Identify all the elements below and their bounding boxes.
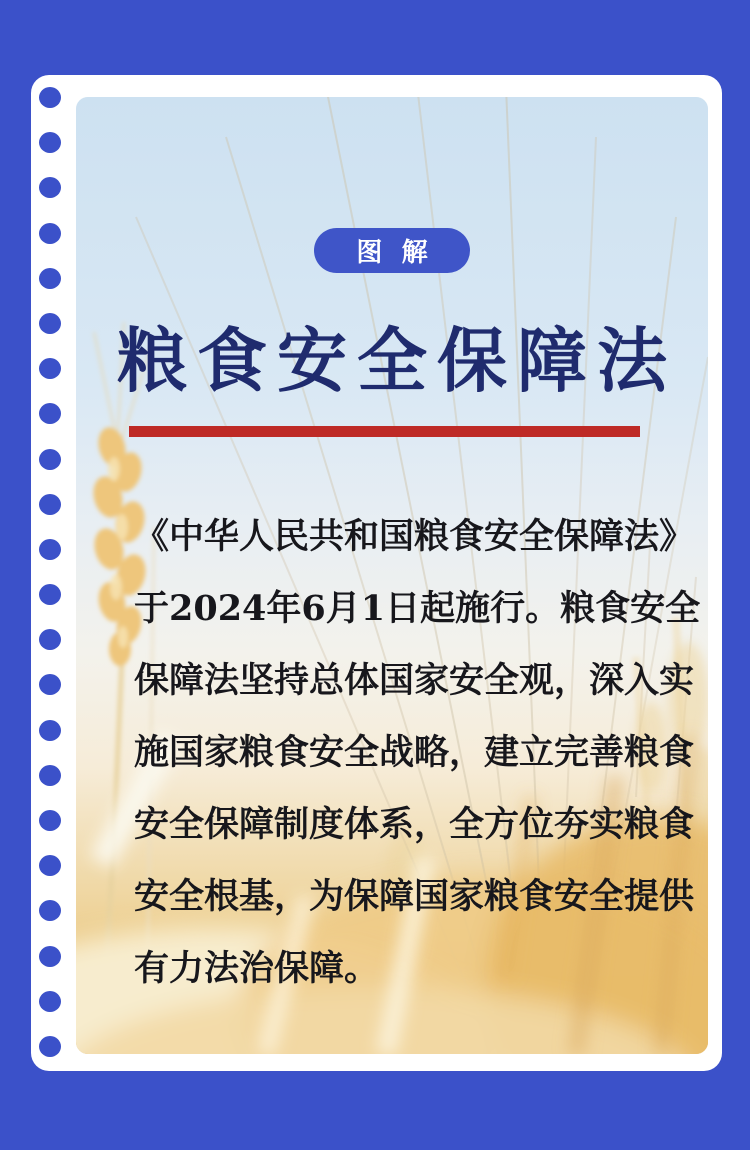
binding-dot [39, 946, 61, 967]
binding-dot [39, 87, 61, 108]
summary-line: 安全根基，为保障国家粮食安全提供 [134, 876, 695, 917]
binding-dot [39, 539, 61, 560]
binding-dot [39, 720, 61, 741]
binding-dot [39, 810, 61, 831]
binding-dot [39, 313, 61, 334]
summary-line: 保障法坚持总体国家安全观，深入实 [134, 660, 695, 701]
summary-line: 安全保障制度体系，全方位夯实粮食 [134, 804, 695, 845]
binding-dot [39, 223, 61, 244]
notebook-card [31, 75, 722, 1071]
topic-badge [314, 228, 470, 273]
binding-dot [39, 584, 61, 605]
binding-dot [39, 629, 61, 650]
poster-title: 粮食安全保障法 [117, 322, 677, 400]
binding-dot [39, 1036, 61, 1057]
binding-dot [39, 358, 61, 379]
title-underline [129, 426, 640, 437]
summary-line: 有力法治保障。 [134, 948, 380, 989]
binding-dot [39, 403, 61, 424]
binding-dot [39, 268, 61, 289]
topic-badge-label: 图 解 [356, 237, 434, 267]
binding-dot [39, 674, 61, 695]
binding-dot [39, 991, 61, 1012]
poster [76, 97, 708, 1054]
binding-dot [39, 449, 61, 470]
law-summary [134, 501, 701, 1005]
poster-content [76, 97, 708, 1054]
binding-dot [39, 494, 61, 515]
binding-dot [39, 132, 61, 153]
summary-line: 于2024年6月1日起施行。粮食安全 [134, 588, 701, 629]
binding-dot [39, 177, 61, 198]
binding-dots [39, 87, 61, 1057]
binding-dot [39, 765, 61, 786]
binding-dot [39, 900, 61, 921]
summary-line: 施国家粮食安全战略，建立完善粮食 [134, 732, 695, 773]
binding-dot [39, 855, 61, 876]
summary-line: 《中华人民共和国粮食安全保障法》 [134, 516, 695, 557]
